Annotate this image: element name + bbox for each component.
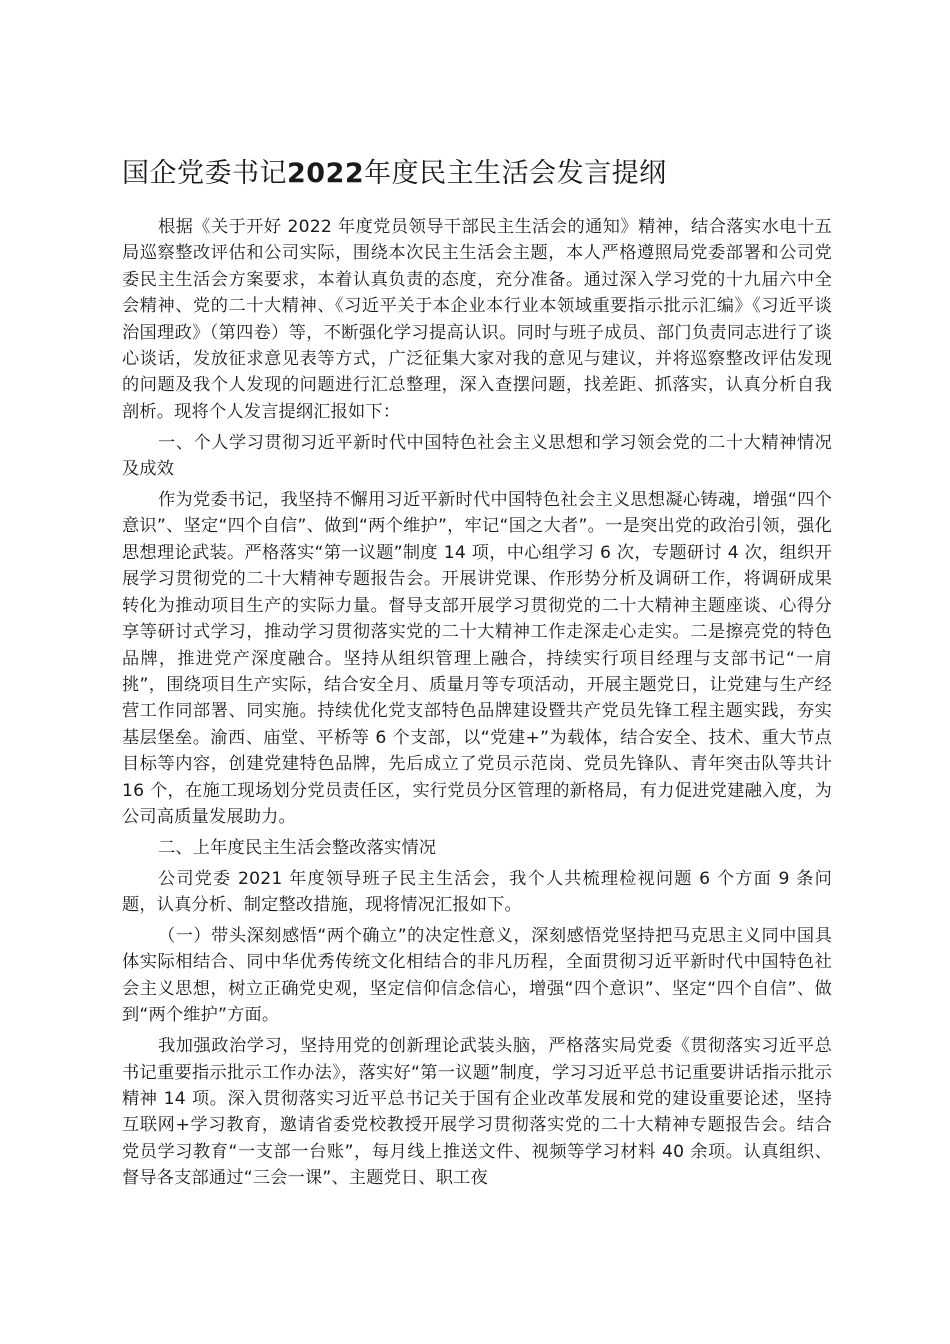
section-1-paragraph: 作为党委书记，我坚持不懈用习近平新时代中国特色社会主义思想凝心铸魂，增强“四个意识”、坚定“四个自信”、做到“两个维护”，牢记“国之大者”。一是突出党的政治引领，强化思想理论武装。严格落实“第一议题”制度 14 项，中心组学习 6 次，专题研讨 4 次，组织开展学习贯彻党的二十大精神专题报告会。开展讲党课、作形势分析及调研工作，将调研成果转化为推动项目生产的实际力量。督导支部开展学习贯彻党的二十大精神主题座谈、心得分享等研讨式学习，推动学习贯彻落实党的二十大精神工作走深走心走实。二是擦亮党的特色品牌，推进党产深度融合。坚持从组织管理上融合，持续实行项目经理与支部书记“一肩挑”，围绕项目生产实际，结合安全月、质量月等专项活动，开展主题党日，让党建与生产经营工作同部署、同实施。持续优化党支部特色品牌建设暨共产党员先锋工程主题实践，夯实基层堡垒。渝西、庙堂、平桥等 6 个支部，以“党建+”为载体，结合安全、技术、重大节点目标等内容，创建党建特色品牌，先后成立了党员示范岗、党员先锋队、青年突击队等共计 16 个，在施工现场划分党员责任区，实行党员分区管理的新格局，有力促进党建融入度，为公司高质量发展助力。 xyxy=(122,490,832,827)
title-prefix: 国企党委书记 xyxy=(122,158,287,189)
section-heading-2: 二、上年度民主生活会整改落实情况 xyxy=(158,837,437,858)
intro-paragraph: 根据《关于开好 2022 年度党员领导干部民主生活会的通知》精神，结合落实水电十五局巡察整改评估和公司实际，围绕本次民主生活会主题，本人严格遵照局党委部署和公司党委民主生活会方案要求，本着认真负责的态度，充分准备。通过深入学习党的十九届六中全会精神、党的二十大精神、《习近平关于本企业本行业本领域重要指示批示汇编》《习近平谈治国理政》（第四卷）等，不断强化学习提高认识。同时与班子成员、部门负责同志进行了谈心谈话，发放征求意见表等方式，广泛征集大家对我的意见与建议，并将巡察整改评估发现的问题及我个人发现的问题进行汇总整理，深入查摆问题，找差距、抓落实，认真分析自我剖析。现将个人发言提纲汇报如下： xyxy=(122,217,832,422)
title-year: 2022 xyxy=(287,158,365,189)
subsection-heading-1: （一）带头深刻感悟“两个确立”的决定性意义，深刻感悟党坚持把马克思主义同中国具体实际相结合、同中华优秀传统文化相结合的非凡历程，全面贯彻习近平新时代中国特色社会主义思想，树立正确党史观，坚定信仰信念信心，增强“四个意识”、坚定“四个自信”、做到“两个维护”方面。 xyxy=(122,926,832,1026)
document-body xyxy=(122,214,832,1192)
title-suffix: 年度民主生活会发言提纲 xyxy=(364,158,667,189)
section-heading-1: 一、个人学习贯彻习近平新时代中国特色社会主义思想和学习领会党的二十大精神情况及成效 xyxy=(122,432,832,480)
document-page xyxy=(122,0,832,1192)
section-2-paragraph: 公司党委 2021 年度领导班子民主生活会，我个人共梳理检视问题 6 个方面 9 条问题，认真分析、制定整改措施，现将情况汇报如下。 xyxy=(122,868,832,916)
subsection-1-paragraph: 我加强政治学习，坚持用党的创新理论武装头脑，严格落实局党委《贯彻落实习近平总书记重要指示批示工作办法》，落实好“第一议题”制度，学习习近平总书记重要讲话指示批示精神 14 项。深入贯彻落实习近平总书记关于国有企业改革发展和党的建设重要论述，坚持互联网+学习教育，邀请省委党校教授开展学习贯彻落实党的二十大精神专题报告会。结合党员学习教育“一支部一台账”，每月线上推送文件、视频等学习材料 40 余项。认真组织、督导各支部通过“三会一课”、主题党日、职工夜 xyxy=(122,1036,832,1189)
document-title xyxy=(122,156,832,192)
